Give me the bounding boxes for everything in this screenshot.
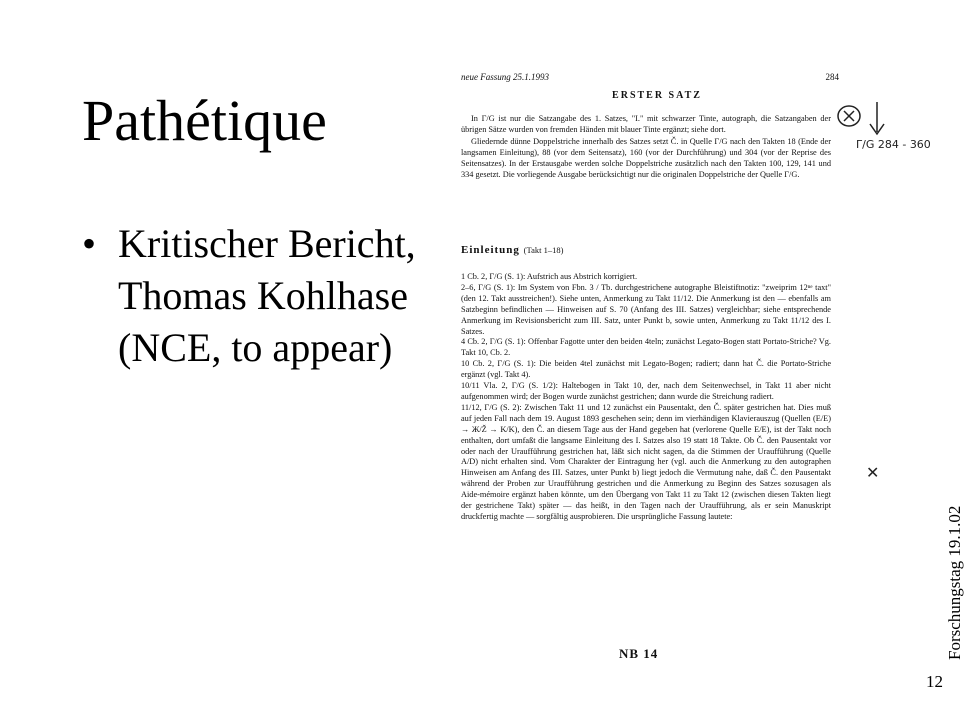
handwritten-cross-icon: ✕ [866, 463, 880, 482]
handwritten-mark-icon [833, 98, 903, 168]
bullet-line-3: (NCE, to appear) [118, 325, 393, 370]
scan-note: 11/12, Γ/G (S. 2): Zwischen Takt 11 und 12 zunächst ein Pausentakt, den Č. später gestrichen hat. Dies muß auf jeden Fall nach dem 19. August 1893 geschehen sein; denn im vierhändigen Klavierauszug (Quellen (E/E) → Ж/Ž → K/K), den Č. an diesem Tage aus der Hand gegeben hat (verlorene Quelle E/E), ist der Takt noch enthalten, dort umfaßt die langsame Einleitung des I. Satzes also 19 statt 18 Takte. Ob Č. den Pausentakt vor oder nach der Uraufführung gestrichen hat, läßt sich nicht sagen, da die Stimmen der Uraufführung (Quelle A/D) nicht erhalten sind. Vom Charakter der Eintragung her (vgl. auch die Anmerkung zu den autographen Hinweisen am Anfang des III. Satzes, unter Punkt b) liegt jedoch die Vermutung nahe, daß Č. den Pausentakt während der Proben zur Uraufführung gestrichen und die Anmerkung zu Beginn des Satzes sozusagen als Aide-mémoire ergänzt haben könnte, um den Übergang von Takt 11 zu Takt 12 (zwischen diesen Takten liegt der gestrichene Takt) später — das heißt, in den Tagen nach der Uraufführung, als er sein Manuskript druckfertig machte — sorgfältig ausprobieren. Die ursprüngliche Fassung lautete: [461, 402, 831, 521]
slide-number: 12 [926, 672, 943, 691]
bullet-line-2: Thomas Kohlhase [118, 273, 408, 318]
scan-intro-paragraph: In Γ/G ist nur die Satzangabe des 1. Satzes, "I." mit schwarzer Tinte, autograph, die Satzangaben der übrigen Sätze wurden von fremden Händen mit blauer Tinte ergänzt; siehe dort. [461, 114, 831, 134]
handwritten-annotation: Γ/G 284 - 360 [856, 138, 931, 151]
scan-footer: NB 14 [619, 646, 659, 661]
scan-notes [461, 272, 831, 523]
scanned-document [447, 68, 867, 668]
scan-intro [461, 114, 831, 180]
scan-section-range: (Takt 1–18) [523, 245, 564, 255]
scan-header: neue Fassung 25.1.1993 [461, 72, 549, 82]
scan-heading: ERSTER SATZ [612, 90, 702, 101]
scan-intro-paragraph: Gliedernde dünne Doppelstriche innerhalb des Satzes setzt Č. in Quelle Γ/G nach den Takten 18 (Ende der langsamen Einleitung), 88 (vor dem Seitensatz), 160 (vor der Durchführung) und 304 (vor der Reprise des Seitensatzes). In der Erstausgabe werden solche Doppelstriche zusätzlich nach den Takten 100, 129, 141 und 334 gesetzt. Die vorliegende Ausgabe berücksichtigt nur die originalen Doppelstriche der Quelle Γ/G. [461, 136, 831, 179]
scan-note: 2–6, Γ/G (S. 1): Im System von Fbn. 3 / Tb. durchgestrichene autographe Bleistiftnotiz: "zweiprim 12ⁿᵉ taxt" (den 12. Takt ausstreichen!). Siehe unten, Anmerkung zu Takt 11/12. Die Anmerkung ist den — ebenfalls am Satzbeginn befindlichen — Hinweisen auf S. 70 (Anfang des III. Satzes) vergleichbar; siehe entsprechende Anmerkung im Revisionsbericht zum III. Satz, unter Punkt b, sowie unten, Anmerkung zu Takt 11/12 des I. Satzes. [461, 282, 831, 336]
scan-section-name: Einleitung [461, 244, 520, 256]
bullet-line-1: Kritischer Bericht, [118, 221, 416, 266]
scan-note: 4 Cb. 2, Γ/G (S. 1): Offenbar Fagotte unter den beiden 4teln; zunächst Legato-Bogen statt Portato-Striche? Vg. Takt 10, Cb. 2. [461, 337, 831, 358]
bullet-item [82, 218, 442, 374]
scan-section-title [461, 244, 563, 256]
scan-note: 1 Cb. 2, Γ/G (S. 1): Aufstrich aus Abstrich korrigiert. [461, 272, 638, 281]
scan-page-number: 284 [825, 72, 839, 82]
scan-note: 10/11 Vla. 2, Γ/G (S. 1/2): Haltebogen in Takt 10, der, nach dem Seitenwechsel, in Takt 11 aber nicht aufgenommen wird; der Bogen wurde zunächst gestrichen; dann wurde die Streichung radiert. [461, 381, 831, 401]
bullet-icon: • [82, 221, 97, 266]
bullet-list [82, 218, 442, 374]
scan-note: 10 Cb. 2, Γ/G (S. 1): Die beiden 4tel zunächst mit Legato-Bogen; radiert; dann hat Č. die Portato-Striche ergänzt (vgl. Takt 4). [461, 359, 831, 380]
side-note: Forschungstag 19.1.02 [945, 505, 964, 660]
slide-title: Pathétique [82, 88, 327, 153]
